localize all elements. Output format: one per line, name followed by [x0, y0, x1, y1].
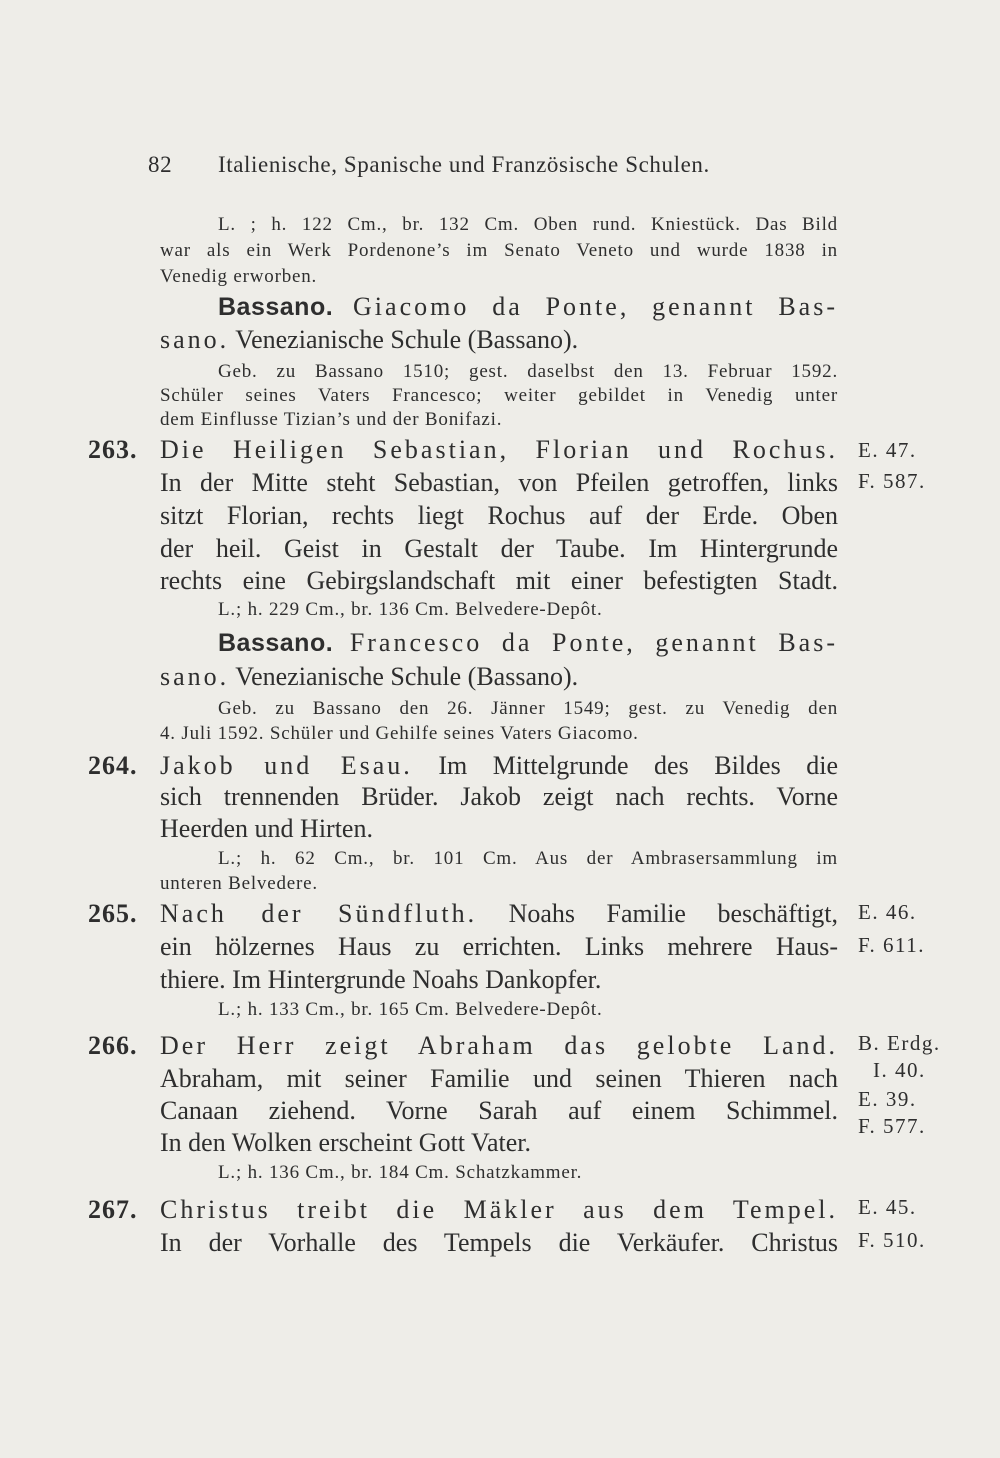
inventory-ref: F. 510.	[858, 1228, 926, 1252]
entry-number: 265.	[88, 899, 138, 928]
entry-text-line: Abraham, mit seiner Familie und seinen Thieren nach	[160, 1064, 838, 1093]
inventory-ref: F. 611.	[858, 933, 925, 957]
inventory-ref: E. 45.	[858, 1195, 917, 1219]
artist-bio-line: Schüler seines Vaters Francesco; weiter gebildet in Venedig unter	[160, 385, 838, 406]
inventory-ref: E. 39.	[858, 1087, 917, 1111]
entry-details: unteren Belvedere.	[160, 873, 318, 894]
preceding-note-line: war als ein Werk Pordenone’s im Senato Veneto und wurde 1838 in	[160, 240, 838, 261]
inventory-ref: F. 577.	[858, 1114, 926, 1138]
entry-text-line: sich trennenden Brüder. Jakob zeigt nach rechts. Vorne	[160, 782, 838, 811]
entry-text: Noahs Familie beschäftigt,	[508, 899, 838, 928]
entry-text-line: In den Wolken erscheint Gott Vater.	[160, 1128, 531, 1157]
inventory-ref: I. 40.	[873, 1058, 926, 1082]
entry-details: L.; h. 229 Cm., br. 136 Cm. Belvedere-Depôt.	[218, 599, 603, 620]
entry-number: 264.	[88, 751, 138, 780]
artist-full-name-cont: sano.	[160, 325, 230, 354]
inventory-ref: F. 587.	[858, 469, 926, 493]
entry-text-line: ein hölzernes Haus zu errichten. Links mehrere Haus-	[160, 932, 838, 961]
artist-bio-line: Geb. zu Bassano den 26. Jänner 1549; gest. zu Venedig den	[218, 698, 838, 719]
artist-full-name: Giacomo da Ponte, genannt Bas-	[353, 292, 838, 321]
artist-bio-line: 4. Juli 1592. Schüler und Gehilfe seines Vaters Giacomo.	[160, 723, 639, 744]
artist-bio-line: dem Einflusse Tizian’s und der Bonifazi.	[160, 409, 503, 430]
artist-name: Bassano.	[218, 293, 334, 321]
artist-heading	[218, 291, 838, 323]
artist-school: Venezianische Schule (Bassano).	[235, 662, 579, 691]
entry-first-line	[160, 750, 838, 782]
entry-number: 266.	[88, 1031, 138, 1060]
artist-school: Venezianische Schule (Bassano).	[235, 325, 579, 354]
entry-details: L.; h. 62 Cm., br. 101 Cm. Aus der Ambrasersammlung im	[218, 848, 838, 869]
entry-number: 267.	[88, 1195, 138, 1224]
entry-text-line: Canaan ziehend. Vorne Sarah auf einem Schimmel.	[160, 1096, 838, 1125]
artist-full-name: Francesco da Ponte, genannt Bas-	[349, 628, 838, 657]
entry-details: L.; h. 136 Cm., br. 184 Cm. Schatzkammer.	[218, 1162, 583, 1183]
entry-title: Die Heiligen Sebastian, Florian und Rochus.	[160, 435, 838, 464]
inventory-ref: E. 47.	[858, 438, 917, 462]
entry-text-line: der heil. Geist in Gestalt der Taube. Im Hintergrunde	[160, 534, 838, 563]
entry-title: Christus treibt die Mäkler aus dem Tempel.	[160, 1195, 838, 1224]
entry-text-line: In der Mitte steht Sebastian, von Pfeilen getroffen, links	[160, 468, 838, 497]
entry-text-line: thiere. Im Hintergrunde Noahs Dankopfer.	[160, 965, 602, 994]
page-number: 82	[148, 152, 173, 177]
entry-text-line: sitzt Florian, rechts liegt Rochus auf der Erde. Oben	[160, 501, 838, 530]
entry-details: L.; h. 133 Cm., br. 165 Cm. Belvedere-Depôt.	[218, 999, 603, 1020]
artist-heading-cont	[160, 661, 838, 693]
inventory-ref: E. 46.	[858, 900, 917, 924]
running-title: Italienische, Spanische und Französische Schulen.	[218, 152, 710, 177]
entry-first-line	[160, 898, 838, 930]
preceding-note-line: Venedig erworben.	[160, 266, 318, 287]
artist-bio-line: Geb. zu Bassano 1510; gest. daselbst den 13. Februar 1592.	[218, 361, 838, 382]
artist-heading	[218, 627, 838, 659]
artist-heading-cont	[160, 324, 838, 356]
entry-text-line: Heerden und Hirten.	[160, 814, 373, 843]
inventory-ref: B. Erdg.	[858, 1031, 941, 1055]
entry-title: Jakob und Esau.	[160, 751, 413, 780]
entry-text-line: In der Vorhalle des Tempels die Verkäufer. Christus	[160, 1228, 838, 1257]
entry-text: Im Mittelgrunde des Bildes die	[438, 751, 838, 780]
entry-number: 263.	[88, 435, 138, 464]
entry-title: Der Herr zeigt Abraham das gelobte Land.	[160, 1031, 838, 1060]
artist-name: Bassano.	[218, 629, 334, 657]
entry-text-line: rechts eine Gebirgslandschaft mit einer befestigten Stadt.	[160, 566, 838, 595]
artist-full-name-cont: sano.	[160, 662, 230, 691]
preceding-note-line: L. ; h. 122 Cm., br. 132 Cm. Oben rund. Kniestück. Das Bild	[218, 214, 838, 235]
entry-title: Nach der Sündfluth.	[160, 899, 478, 928]
